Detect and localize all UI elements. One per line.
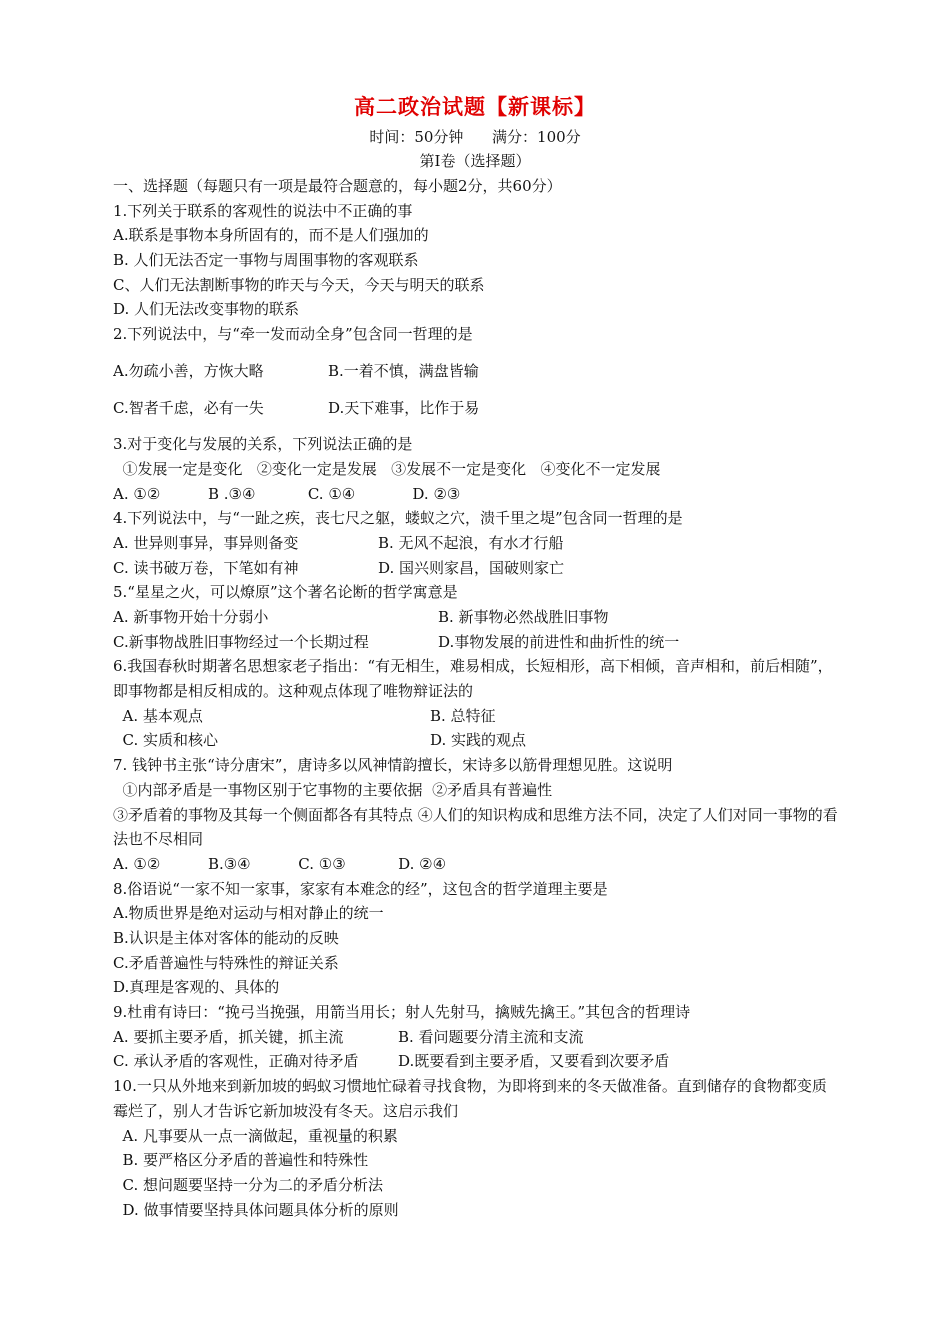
q5-stem: 5.“星星之火，可以燎原”这个著名论断的哲学寓意是 (113, 583, 458, 602)
section-heading: 一、选择题（每题只有一项是最符合题意的，每小题2分，共60分） (113, 177, 562, 195)
q3-items: ①发展一定是变化 ②变化一定是发展 ③发展不一定是变化 ④变化不一定发展 (113, 459, 661, 478)
q6-option-d: D. 实践的观点 (430, 731, 527, 750)
q7-item-2: ③矛盾着的事物及其每一个侧面都各有其特点 ④人们的知识构成和思维方法不同，决定了人们对同一事物的看法也不尽相同 (113, 805, 838, 849)
q9-stem: 9.杜甫有诗曰：“挽弓当挽强，用箭当用长；射人先射马，擒贼先擒王。”其包含的哲理诗 (113, 1003, 691, 1022)
q5-options-row2 (113, 630, 841, 655)
part-heading: 第Ⅰ卷（选择题） (419, 152, 531, 170)
q7-item-1: ①内部矛盾是一事物区别于它事物的主要依据 ②矛盾具有普遍性 (113, 780, 553, 799)
q3-options: A. ①② B .③④ C. ①④ D. ②③ (113, 484, 461, 503)
q8-option-a: A.物质世界是绝对运动与相对静止的统一 (113, 904, 384, 923)
q3-stem: 3.对于变化与发展的关系，下列说法正确的是 (113, 435, 413, 454)
q9-options-row2 (113, 1049, 841, 1074)
q5-option-c: C.新事物战胜旧事物经过一个长期过程 (113, 632, 369, 651)
q9-options-row1 (113, 1025, 841, 1050)
q6-options-row1 (113, 704, 841, 729)
q8-option-c: C.矛盾普遍性与特殊性的辩证关系 (113, 953, 339, 972)
q5-options-row1 (113, 605, 841, 630)
q8-stem: 8.俗语说“一家不知一家事，家家有本难念的经”，这包含的哲学道理主要是 (113, 879, 608, 898)
q10-option-b: B. 要严格区分矛盾的普遍性和特殊性 (113, 1151, 369, 1170)
q6-options-row2 (113, 728, 841, 753)
q4-options-row2 (113, 556, 841, 581)
q8-option-b: B.认识是主体对客体的能动的反映 (113, 929, 339, 947)
q2-option-a: A.勿疏小善，方恢大略 (113, 361, 264, 380)
q4-option-d: D. 国兴则家昌，国破则家亡 (378, 558, 565, 577)
q5-option-a: A. 新事物开始十分弱小 (113, 608, 269, 626)
q1-option-b: B. 人们无法否定一事物与周围事物的客观联系 (113, 251, 419, 270)
exam-meta: 时间：50分钟 满分：100分 (369, 128, 581, 146)
q2-options-row2 (113, 396, 841, 421)
q6-option-a: A. 基本观点 (113, 706, 203, 725)
q2-option-d: D.天下难事，比作于易 (328, 398, 480, 417)
q1-option-a: A.联系是事物本身所固有的，而不是人们强加的 (113, 226, 429, 245)
exam-title: 高二政治试题【新课标】 (354, 94, 596, 119)
q7-options: A. ①② B.③④ C. ①③ D. ②④ (113, 854, 447, 873)
q7-stem: 7. 钱钟书主张“诗分唐宋”，唐诗多以风神情韵擅长，宋诗多以筋骨理想见胜。这说明 (113, 756, 673, 775)
q4-option-b: B. 无风不起浪，有水才行船 (378, 533, 564, 552)
q6-option-b: B. 总特征 (430, 706, 496, 725)
q1-option-c: C、人们无法割断事物的昨天与今天，今天与明天的联系 (113, 275, 485, 294)
q6-stem: 6.我国春秋时期著名思想家老子指出：“有无相生，难易相成，长短相形，高下相倾，音声相和，前后相随”，即事物都是相反相成的。这种观点体现了唯物辩证法的 (113, 657, 833, 701)
q2-stem: 2.下列说法中，与“牵一发而动全身”包含同一哲理的是 (113, 325, 473, 344)
q10-option-a: A. 凡事要从一点一滴做起，重视量的积累 (113, 1126, 398, 1145)
q9-option-c: C. 承认矛盾的客观性，正确对待矛盾 (113, 1052, 359, 1071)
q4-option-c: C. 读书破万卷，下笔如有神 (113, 558, 299, 577)
q2-option-b: B.一着不慎，满盘皆输 (328, 361, 479, 380)
q10-option-d: D. 做事情要坚持具体问题具体分析的原则 (113, 1200, 399, 1219)
q2-options-row1 (113, 359, 841, 384)
q1-option-d: D. 人们无法改变事物的联系 (113, 300, 300, 319)
q10-option-c: C. 想问题要坚持一分为二的矛盾分析法 (113, 1175, 384, 1194)
q4-option-a: A. 世异则事异，事异则备变 (113, 533, 299, 552)
q1-stem: 1.下列关于联系的客观性的说法中不正确的事 (113, 201, 413, 220)
q4-stem: 4.下列说法中，与“一趾之疾，丧七尺之躯，蝼蚁之穴，溃千里之堤”包含同一哲理的是 (113, 509, 683, 528)
q10-stem: 10.一只从外地来到新加坡的蚂蚁习惯地忙碌着寻找食物，为即将到来的冬天做准备。直到储存的食物都变质霉烂了，别人才告诉它新加坡没有冬天。这启示我们 (113, 1077, 827, 1120)
q2-option-c: C.智者千虑，必有一失 (113, 398, 264, 417)
q9-option-a: A. 要抓主要矛盾，抓关键，抓主流 (113, 1027, 344, 1046)
question-list (113, 174, 841, 1222)
q9-option-b: B. 看问题要分清主流和支流 (398, 1027, 584, 1046)
q8-option-d: D.真理是客观的、具体的 (113, 978, 280, 997)
q6-option-c: C. 实质和核心 (113, 731, 219, 750)
q9-option-d: D.既要看到主要矛盾，又要看到次要矛盾 (398, 1052, 670, 1071)
q5-option-b: B. 新事物必然战胜旧事物 (438, 608, 609, 626)
q4-options-row1 (113, 531, 841, 556)
q5-option-d: D.事物发展的前进性和曲折性的统一 (438, 632, 680, 651)
